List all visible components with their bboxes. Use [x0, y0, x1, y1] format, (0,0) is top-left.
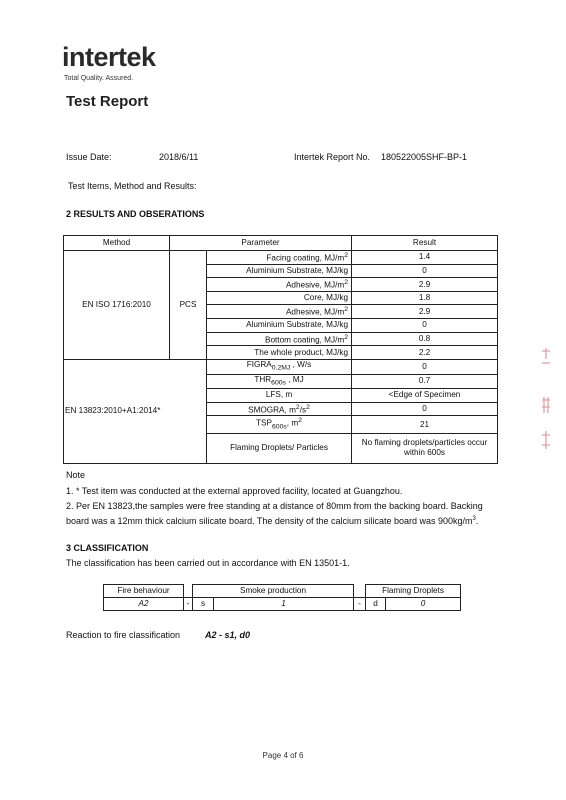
param-cell: LFS, m	[207, 389, 352, 403]
result-cell: 0	[352, 319, 498, 333]
result-cell: 0	[352, 264, 498, 278]
param-cell: Aluminium Substrate, MJ/kg	[207, 319, 352, 333]
col-parameter: Parameter	[170, 236, 352, 251]
report-title: Test Report	[66, 93, 149, 110]
result-cell: 2.2	[352, 346, 498, 360]
param-cell: Core, MJ/kg	[207, 291, 352, 305]
param-cell: $FIGRA_{0.2MJ}$ , W/s	[207, 359, 352, 374]
sub-method-cell: PCS	[170, 251, 207, 360]
result-cell: 1.8	[352, 291, 498, 305]
result-cell: 21	[352, 416, 498, 433]
param-cell: Adhesive, $MJ/m^2$	[207, 305, 352, 319]
result-cell: 0.7	[352, 374, 498, 389]
result-cell: 0	[352, 402, 498, 416]
param-cell: The whole product, MJ/kg	[207, 346, 352, 360]
logo-tagline: Total Quality. Assured.	[64, 75, 134, 82]
spacer-cell	[354, 585, 366, 598]
result-cell: <Edge of Specimen	[352, 389, 498, 403]
reaction-value: A2 - s1, d0	[205, 630, 251, 640]
dash-cell: -	[354, 598, 366, 611]
report-no-value: 180522005SHF-BP-1	[381, 152, 468, 162]
note-2-line2: board was a 12mm thick calcium silicate board. The density of the calcium silicate board was $900kg/m^3$.	[66, 516, 479, 526]
param-cell: $THR_{600s}$ , MJ	[207, 374, 352, 389]
section2-heading: 2 RESULTS AND OBSERATIONS	[66, 209, 205, 219]
param-cell: Aluminium Substrate, MJ/kg	[207, 264, 352, 278]
param-cell: $TSP_{600s}$, $m^2$	[207, 416, 352, 433]
result-cell: 0.8	[352, 332, 498, 346]
results-header-row	[64, 236, 498, 251]
table-row	[64, 251, 498, 265]
classification-header-row	[104, 585, 461, 598]
note-1: 1. * Test item was conducted at the external approved facility, located at Guangzhou.	[66, 486, 403, 496]
flaming-droplets-header: Flaming Droplets	[366, 585, 461, 598]
fire-behaviour-header: Fire behaviour	[104, 585, 184, 598]
test-items-label: Test Items, Method and Results:	[68, 181, 197, 191]
param-cell: Bottom coating, $MJ/m^2$	[207, 332, 352, 346]
section3-heading: 3 CLASSIFICATION	[66, 543, 149, 553]
page-number: Page 4 of 6	[262, 751, 304, 760]
table-row	[64, 359, 498, 374]
spacer-cell	[184, 585, 193, 598]
param-cell: Facing coating, $MJ/m^2$	[207, 251, 352, 265]
issue-date-label: Issue Date:	[66, 152, 112, 162]
flaming-droplets-value: 0	[386, 598, 461, 611]
report-no-label: Intertek Report No.	[294, 152, 371, 162]
col-method: Method	[64, 236, 170, 251]
classification-text: The classification has been carried out in accordance with EN 13501-1.	[66, 558, 350, 568]
d-label-cell: d	[366, 598, 386, 611]
result-cell: 2.9	[352, 305, 498, 319]
method-cell-2: EN 13823:2010+A1:2014*	[64, 359, 207, 463]
result-cell: 1.4	[352, 251, 498, 265]
stamp-mark	[538, 345, 554, 455]
classification-value-row	[104, 598, 461, 611]
param-cell: SMOGRA, $m^2/s^2$	[207, 402, 352, 416]
results-table	[63, 235, 498, 464]
smoke-production-value: 1	[214, 598, 354, 611]
result-cell: No flaming droplets/particles occur within 600s	[352, 433, 498, 463]
fire-behaviour-value: A2	[104, 598, 184, 611]
col-result: Result	[352, 236, 498, 251]
result-cell: 0	[352, 359, 498, 374]
s-label-cell: s	[193, 598, 214, 611]
dash-cell: -	[184, 598, 193, 611]
note-heading: Note	[66, 470, 86, 480]
issue-date-value: 2018/6/11	[159, 152, 199, 162]
param-cell: Flaming Droplets/ Particles	[207, 433, 352, 463]
classification-table	[103, 584, 461, 611]
method-cell: EN ISO 1716:2010	[64, 251, 170, 360]
result-cell: 2.9	[352, 278, 498, 292]
reaction-label: Reaction to fire classification	[66, 630, 181, 640]
smoke-production-header: Smoke production	[193, 585, 354, 598]
note-2-line1: 2. Per EN 13823,the samples were free standing at a distance of 80mm from the backing board. Backing	[66, 501, 483, 511]
param-cell: Adhesive, $MJ/m^2$	[207, 278, 352, 292]
intertek-logo: intertek	[62, 42, 156, 72]
